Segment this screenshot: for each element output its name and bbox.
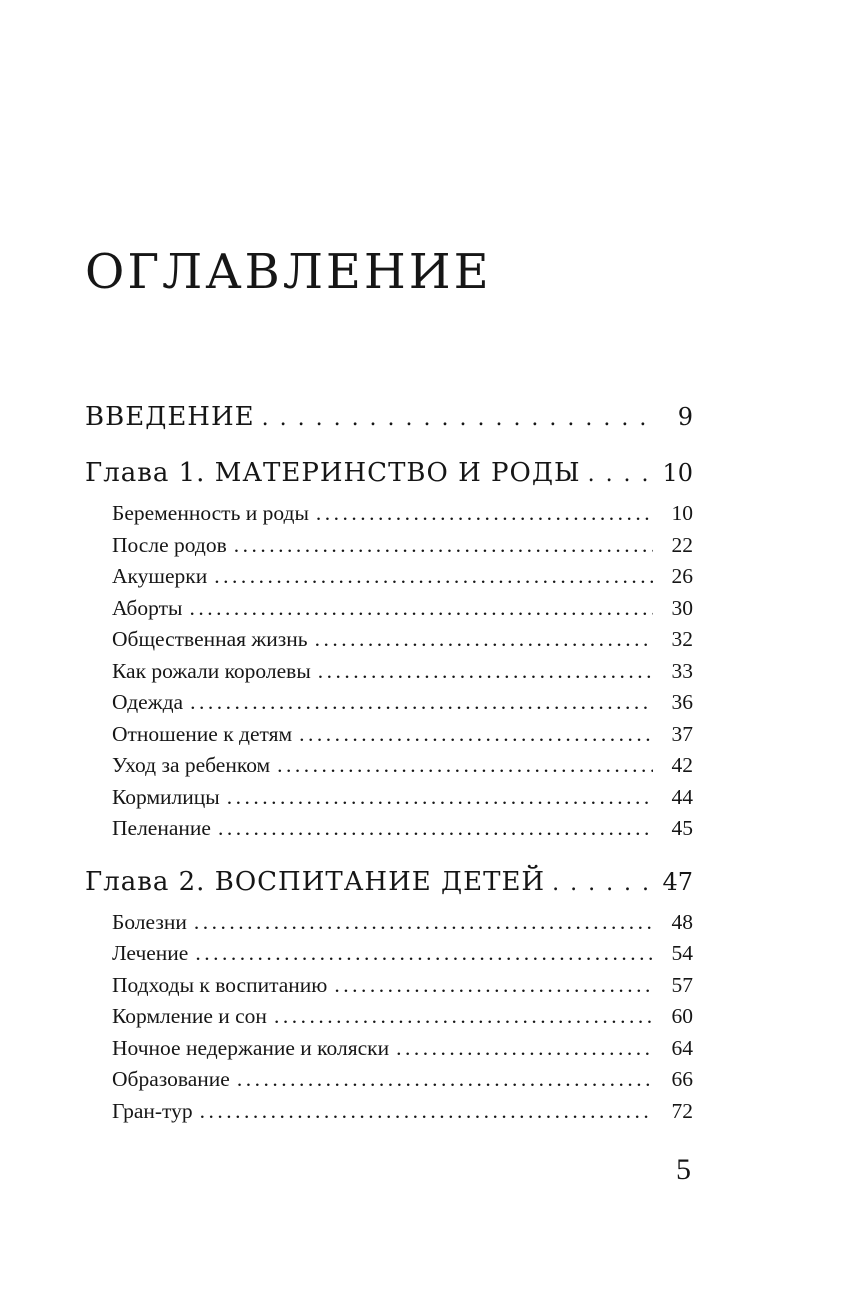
toc-entry-label: Беременность и роды	[112, 501, 309, 525]
toc-entry-page: 9	[677, 403, 693, 431]
toc-entry-label: Акушерки	[112, 564, 208, 588]
toc-entry-page: 37	[671, 721, 693, 746]
toc-entry-label: Образование	[112, 1067, 230, 1091]
toc-entry-label: Глава 2. ВОСПИТАНИЕ ДЕТЕЙ	[85, 866, 546, 897]
toc-entry-label: Лечение	[112, 941, 189, 965]
toc-entry-label: Как рожали королевы	[112, 658, 311, 683]
toc-entry	[85, 1064, 693, 1096]
dot-leader	[274, 1001, 653, 1033]
toc-entry-label: Аборты	[112, 595, 183, 620]
toc-entry-page: 57	[671, 972, 693, 997]
toc-entry	[85, 1033, 693, 1065]
toc-entry	[85, 1001, 693, 1033]
book-page	[85, 0, 693, 1187]
toc-entry	[85, 400, 693, 436]
toc-entry	[85, 624, 693, 656]
dot-leader	[315, 624, 653, 656]
dot-leader	[189, 593, 653, 625]
dot-leader	[277, 750, 653, 782]
toc-entry-page: 42	[671, 753, 693, 777]
toc-entry-page: 30	[671, 595, 693, 620]
toc-entry-page: 72	[671, 1098, 693, 1123]
toc-entry	[85, 498, 693, 530]
page-number: 5	[676, 1153, 691, 1186]
toc-entry-page: 22	[671, 532, 693, 557]
dot-leader	[218, 813, 653, 845]
dot-leader	[318, 656, 653, 688]
toc-entry-label: После родов	[112, 532, 227, 557]
table-of-contents	[85, 400, 693, 1127]
toc-entry-page: 47	[662, 867, 693, 896]
toc-entry-label: Ночное недержание и коляски	[112, 1035, 390, 1060]
toc-entry-page: 44	[671, 784, 693, 809]
toc-entry-label: Болезни	[112, 909, 187, 934]
toc-entry-page: 66	[671, 1067, 693, 1091]
toc-entry	[85, 782, 693, 814]
toc-entry-page: 32	[671, 627, 693, 651]
toc-entry-label: Отношение к детям	[112, 721, 293, 746]
dot-leader	[334, 970, 653, 1002]
toc-entry-page: 45	[671, 816, 693, 840]
toc-entry-page: 48	[671, 909, 693, 934]
toc-entry	[85, 813, 693, 845]
toc-entry-label: Глава 1. МАТЕРИНСТВО И РОДЫ	[85, 458, 581, 488]
dot-leader	[227, 782, 653, 814]
toc-entry-page: 26	[671, 564, 693, 588]
toc-chapter-entry	[85, 456, 693, 492]
toc-entry-label: Уход за ребенком	[112, 753, 271, 777]
dot-leader	[299, 719, 653, 751]
toc-entry-page: 54	[671, 941, 693, 965]
toc-entry	[85, 561, 693, 593]
dot-leader	[194, 907, 653, 939]
toc-chapter-entry	[85, 865, 693, 901]
toc-entry	[85, 750, 693, 782]
page-title: ОГЛАВЛЕНИЕ	[85, 244, 492, 300]
dot-leader	[214, 561, 653, 593]
toc-entry-label: Подходы к воспитанию	[112, 972, 328, 997]
toc-entry	[85, 530, 693, 562]
toc-entry-page: 33	[671, 658, 693, 683]
toc-entry	[85, 656, 693, 688]
dot-leader	[190, 687, 653, 719]
toc-entry-label: ВВЕДЕНИЕ	[85, 402, 255, 432]
toc-entry-label: Кормилицы	[112, 784, 220, 809]
toc-entry-page: 64	[671, 1035, 693, 1060]
toc-entry-label: Общественная жизнь	[112, 627, 308, 651]
toc-entry	[85, 1096, 693, 1128]
toc-entry-page: 60	[671, 1004, 693, 1028]
toc-entry	[85, 687, 693, 719]
dot-leader	[195, 938, 653, 970]
dot-leader	[200, 1096, 653, 1128]
toc-entry	[85, 938, 693, 970]
dot-leader	[588, 456, 653, 492]
dot-leader	[396, 1033, 653, 1065]
toc-entry	[85, 719, 693, 751]
toc-entry	[85, 907, 693, 939]
dot-leader	[316, 498, 653, 530]
dot-leader	[552, 865, 653, 901]
toc-entry-page: 36	[671, 690, 693, 714]
dot-leader	[234, 530, 653, 562]
dot-leader	[237, 1064, 653, 1096]
dot-leader	[262, 400, 653, 436]
toc-entry-label: Пеленание	[112, 816, 211, 840]
toc-entry-page: 10	[671, 501, 693, 525]
toc-entry	[85, 593, 693, 625]
toc-entry	[85, 970, 693, 1002]
toc-entry-label: Гран-тур	[112, 1098, 193, 1123]
toc-entry-label: Кормление и сон	[112, 1004, 267, 1028]
toc-entry-label: Одежда	[112, 690, 184, 714]
toc-entry-page: 10	[662, 459, 693, 487]
